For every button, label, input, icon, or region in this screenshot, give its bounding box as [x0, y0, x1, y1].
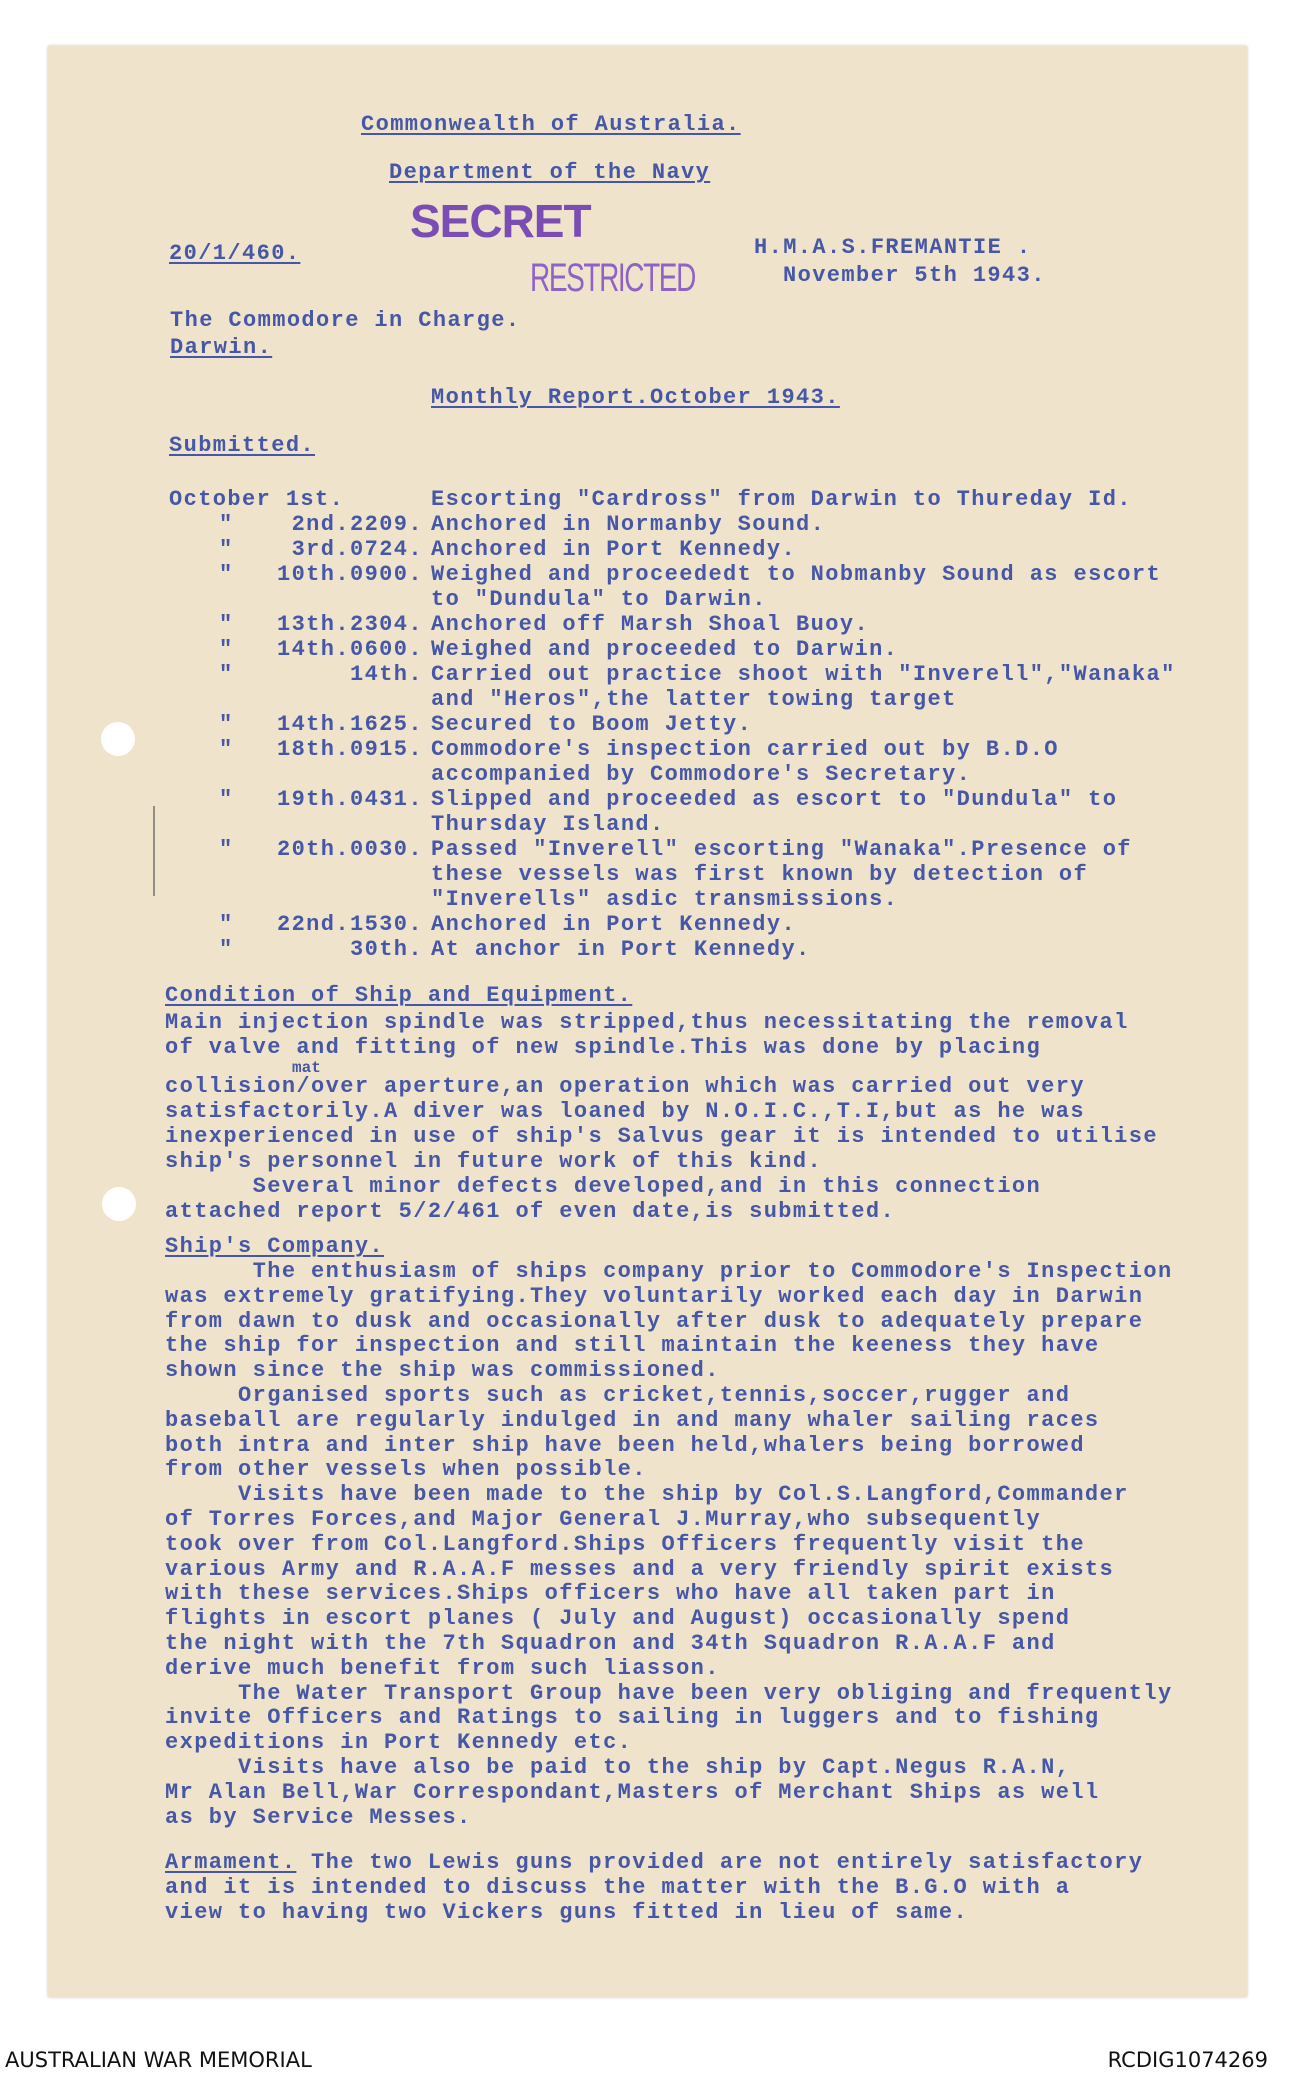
entry-event-text: Anchored in Port Kennedy. — [431, 912, 797, 937]
entry-date-time: 2nd.2209. — [291, 512, 423, 537]
entry-event-text: Anchored off Marsh Shoal Buoy. — [431, 612, 870, 637]
paragraph-line: was extremely gratifying.They voluntarily worked each day in Darwin — [165, 1283, 1144, 1309]
ditto-mark: " — [219, 637, 234, 662]
paragraph-line: with these services.Ships officers who have all taken part in — [165, 1581, 1056, 1607]
entry-event-text: Commodore's inspection carried out by B.D.O — [431, 737, 1059, 762]
entry-event-text: and "Heros",the latter towing target — [431, 687, 957, 712]
paragraph-line: Several minor defects developed,and in this connection — [165, 1174, 1042, 1199]
paragraph-line: from dawn to dusk and occasionally after dusk to adequately prepare — [165, 1308, 1144, 1334]
entry-event-text: Weighed and proceeded to Darwin. — [431, 637, 899, 662]
entry-event-text: "Inverells" asdic transmissions. — [431, 887, 899, 912]
paragraph-line: Mr Alan Bell,War Correspondant,Masters of Merchant Ships as well — [165, 1779, 1100, 1805]
punch-hole — [101, 722, 135, 756]
paragraph-line: invite Officers and Ratings to sailing in luggers and to fishing — [165, 1705, 1100, 1731]
armament-heading: Armament. — [165, 1850, 297, 1875]
entry-date-time: 19th.0431. — [276, 787, 423, 812]
file-reference: 20/1/460. — [169, 241, 301, 266]
entry-event-text: Carried out practice shoot with "Inverell","Wanaka" — [431, 662, 1176, 687]
punch-hole — [102, 1187, 136, 1221]
paragraph-line: The Water Transport Group have been very obliging and frequently — [165, 1680, 1173, 1706]
addressee: The Commodore in Charge. — [170, 308, 521, 333]
paragraph-line: both intra and inter ship have been held,whalers being borrowed — [165, 1432, 1085, 1458]
entry-event-text: Passed "Inverell" escorting "Wanaka".Presence of — [431, 837, 1132, 862]
entry-date-time: 22nd.1530. — [276, 912, 423, 937]
entry-event-text: At anchor in Port Kennedy. — [431, 937, 811, 962]
paragraph-line: as by Service Messes. — [165, 1804, 472, 1830]
ditto-mark: " — [219, 712, 234, 737]
ditto-mark: " — [219, 837, 234, 862]
heading-commonwealth: Commonwealth of Australia. — [361, 112, 741, 137]
entry-date-time: 3rd.0724. — [291, 537, 423, 562]
paragraph-line: Visits have been made to the ship by Col.S.Langford,Commander — [165, 1482, 1129, 1508]
entry-event-text: Weighed and proceededt to Nobmanby Sound as escort — [431, 562, 1162, 587]
letter-date: November 5th 1943. — [783, 263, 1046, 288]
secret-stamp: SECRET — [410, 195, 591, 247]
ditto-mark: " — [219, 912, 234, 937]
paragraph-line: expeditions in Port Kennedy etc. — [165, 1730, 633, 1756]
entry-event-text: Secured to Boom Jetty. — [431, 712, 753, 737]
entry-event-text: these vessels was first known by detection of — [431, 862, 1089, 887]
company-heading: Ship's Company. — [165, 1234, 385, 1259]
entry-event-text: Slipped and proceeded as escort to "Dundula" to — [431, 787, 1118, 812]
ship-name: H.M.A.S.FREMANTIE . — [754, 235, 1032, 260]
entry-date-time: 14th.1625. — [276, 712, 423, 737]
paragraph-line: of Torres Forces,and Major General J.Murray,who subsequently — [165, 1507, 1042, 1532]
entry-date-time: 14th. — [349, 662, 423, 687]
ditto-mark: " — [219, 537, 234, 562]
ditto-mark: " — [219, 662, 234, 687]
paragraph-line: various Army and R.A.A.F messes and a very friendly spirit exists — [165, 1556, 1115, 1582]
ditto-mark: " — [219, 562, 234, 587]
paragraph-line: collision/over aperture,an operation which was carried out very — [165, 1074, 1085, 1099]
report-title: Monthly Report.October 1943. — [431, 385, 840, 410]
paragraph-line: shown since the ship was commissioned. — [165, 1358, 720, 1384]
paragraph-line: of valve and fitting of new spindle.This was done by placing — [165, 1035, 1042, 1060]
ditto-mark: " — [219, 737, 234, 762]
entry-date-time: 14th.0600. — [276, 637, 423, 662]
heading-department: Department of the Navy — [389, 160, 711, 185]
paragraph-line: baseball are regularly indulged in and many whaler sailing races — [165, 1407, 1100, 1433]
entry-date-time: 10th.0900. — [276, 562, 423, 587]
submitted-heading: Submitted. — [169, 433, 316, 458]
ditto-mark: " — [219, 512, 234, 537]
paragraph-line: and it is intended to discuss the matter with the B.G.O with a — [165, 1874, 1071, 1900]
paragraph-line: The enthusiasm of ships company prior to Commodore's Inspection — [165, 1259, 1173, 1284]
entry-date-time: 13th.2304. — [276, 612, 423, 637]
paragraph-line: the ship for inspection and still maintain the keeness they have — [165, 1333, 1100, 1359]
paragraph-line: view to having two Vickers guns fitted in lieu of same. — [165, 1899, 969, 1925]
addressee-location: Darwin. — [170, 335, 273, 360]
typed-insertion: mat — [292, 1059, 321, 1077]
entry-date-time: 30th. — [349, 937, 423, 962]
paragraph-line: the night with the 7th Squadron and 34th Squadron R.A.A.F and — [165, 1631, 1056, 1656]
paragraph-line: Organised sports such as cricket,tennis,soccer,rugger and — [165, 1383, 1071, 1408]
footer-record-id: RCDIG1074269 — [1107, 2048, 1268, 2072]
entry-event-text: Anchored in Normanby Sound. — [431, 512, 826, 537]
entry-date-time: 20th.0030. — [276, 837, 423, 862]
entry-event-text: Escorting "Cardross" from Darwin to Thureday Id. — [431, 487, 1132, 512]
paragraph-line: Visits have also be paid to the ship by Capt.Negus R.A.N, — [165, 1755, 1071, 1780]
paragraph-line: inexperienced in use of ship's Salvus gear it is intended to utilise — [165, 1124, 1158, 1149]
entry-event-text: Anchored in Port Kennedy. — [431, 537, 797, 562]
entry-event-text: to "Dundula" to Darwin. — [431, 587, 767, 612]
month-label: October 1st. — [169, 487, 345, 512]
condition-heading: Condition of Ship and Equipment. — [165, 983, 633, 1008]
paragraph-line: took over from Col.Langford.Ships Officers frequently visit the — [165, 1531, 1085, 1557]
entry-date-time: 18th.0915. — [276, 737, 423, 762]
paragraph-line: attached report 5/2/461 of even date,is submitted. — [165, 1199, 896, 1224]
paragraph-line: satisfactorily.A diver was loaned by N.O.I.C.,T.I,but as he was — [165, 1099, 1085, 1124]
paragraph-line: Main injection spindle was stripped,thus necessitating the removal — [165, 1010, 1129, 1035]
paragraph-line: flights in escort planes ( July and August) occasionally spend — [165, 1606, 1071, 1632]
ditto-mark: " — [219, 937, 234, 962]
margin-pencil-mark — [153, 806, 155, 896]
ditto-mark: " — [219, 787, 234, 812]
paragraph-line: ship's personnel in future work of this kind. — [165, 1149, 823, 1174]
paragraph-line: from other vessels when possible. — [165, 1457, 647, 1483]
ditto-mark: " — [219, 612, 234, 637]
paragraph-line: derive much benefit from such liasson. — [165, 1655, 720, 1681]
entry-event-text: Thursday Island. — [431, 812, 665, 837]
paragraph-line: The two Lewis guns provided are not entirely satisfactory — [296, 1850, 1144, 1875]
footer-institution: AUSTRALIAN WAR MEMORIAL — [5, 2048, 312, 2072]
entry-event-text: accompanied by Commodore's Secretary. — [431, 762, 972, 787]
restricted-stamp: RESTRICTED — [530, 256, 695, 300]
